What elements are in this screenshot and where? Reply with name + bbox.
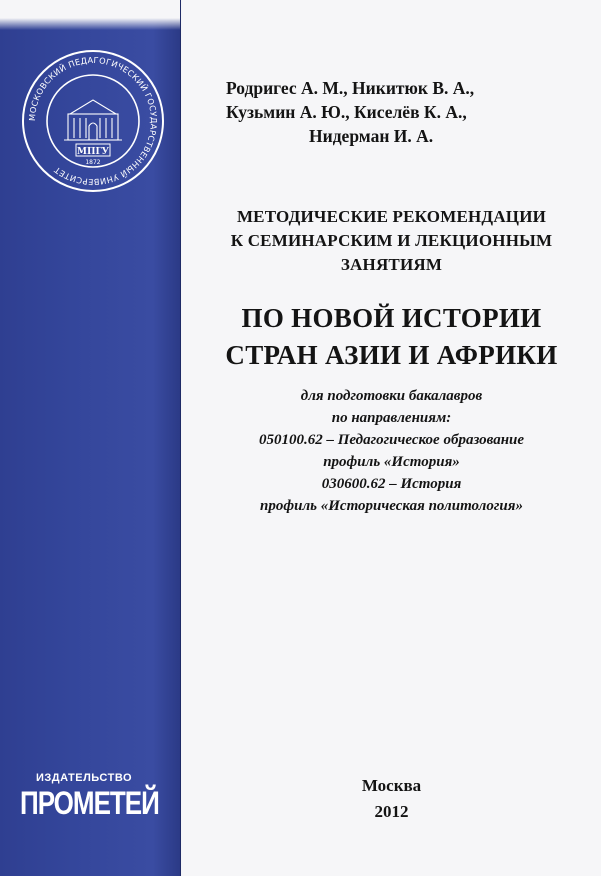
- spine-top-edge: [0, 0, 180, 30]
- details-line-3: 050100.62 – Педагогическое образование: [258, 432, 525, 448]
- cover-spine: [0, 0, 181, 876]
- book-subtitle: [182, 205, 601, 277]
- imprint-year: 2012: [374, 802, 409, 821]
- book-title: [182, 300, 601, 374]
- emblem-year: 1872: [85, 159, 101, 166]
- university-emblem: [18, 46, 168, 196]
- title-line-2: СТРАН АЗИИ И АФРИКИ: [225, 340, 558, 370]
- subtitle-line-3: ЗАНЯТИЯМ: [340, 255, 443, 274]
- title-line-1: ПО НОВОЙ ИСТОРИИ: [241, 303, 542, 333]
- details-line-5: 030600.62 – История: [321, 476, 462, 492]
- publisher-logo: [10, 772, 160, 832]
- publisher-name: ПРОМЕТЕЙ: [20, 784, 159, 822]
- cover-content: [182, 0, 601, 876]
- details-line-6: профиль «Историческая политология»: [260, 498, 523, 514]
- authors-line-2: Кузьмин А. Ю., Киселёв К. А.,: [226, 102, 467, 122]
- imprint: [182, 773, 601, 825]
- emblem-abbr: МПГУ: [77, 147, 109, 157]
- imprint-city: Москва: [361, 776, 422, 795]
- book-details: [182, 385, 601, 517]
- subtitle-line-2: К СЕМИНАРСКИМ И ЛЕКЦИОННЫМ: [230, 231, 553, 250]
- emblem-ring-text: МОСКОВСКИЙ ПЕДАГОГИЧЕСКИЙ ГОСУДАРСТВЕННЫЙ УНИВЕРСИТЕТ: [26, 54, 160, 188]
- authors-line-3: Нидерман И. А.: [309, 126, 434, 146]
- subtitle-line-1: МЕТОДИЧЕСКИЕ РЕКОМЕНДАЦИИ: [236, 207, 547, 226]
- building-icon: [64, 100, 122, 140]
- authors: [226, 76, 596, 148]
- authors-line-1: Родригес А. М., Никитюк В. А.,: [226, 78, 475, 98]
- details-line-1: для подготовки бакалавров: [300, 388, 483, 404]
- details-line-2: по направлениям:: [331, 410, 452, 426]
- publisher-label: ИЗДАТЕЛЬСТВО: [36, 772, 133, 784]
- details-line-4: профиль «История»: [323, 454, 460, 470]
